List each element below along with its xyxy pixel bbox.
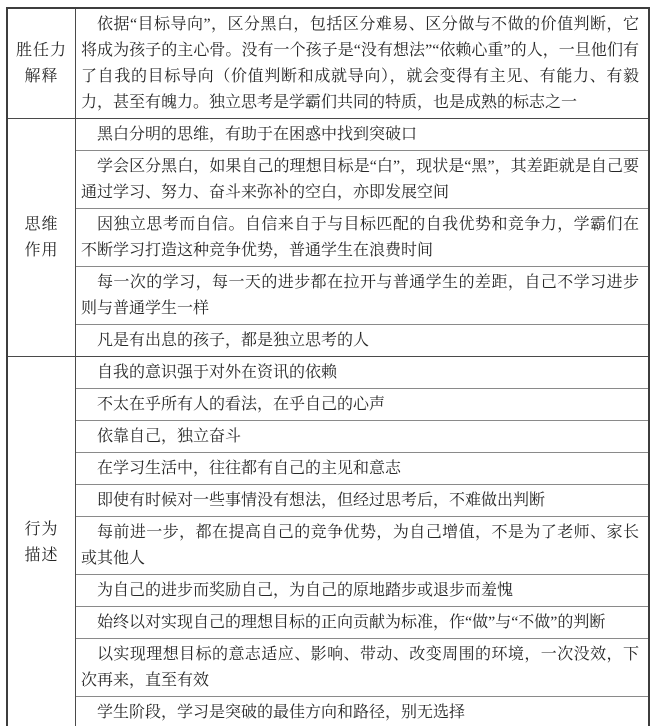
section-header-line: 胜任力 <box>15 41 67 59</box>
row-text: 为自己的进步而奖励自己，为自己的原地踏步或退步而羞愧 <box>97 581 514 599</box>
section-behavior-description <box>8 356 648 726</box>
table-row <box>76 324 648 356</box>
table-row <box>76 574 648 606</box>
section-header-line: 描述 <box>24 546 59 564</box>
row-text: 黑白分明的思维，有助于在困惑中找到突破口 <box>97 125 418 143</box>
row-text: 自我的意识强于对外在资讯的依赖 <box>97 363 338 381</box>
section-rows <box>76 357 648 726</box>
row-text: 即使有时候对一些事情没有想法，但经过思考后，不难做出判断 <box>97 491 546 509</box>
section-competency-explanation <box>8 9 648 118</box>
table-row <box>76 266 648 324</box>
section-header-behavior-description <box>8 357 76 726</box>
row-text: 依靠自己，独立奋斗 <box>97 427 242 445</box>
section-header-competency-explanation <box>8 9 76 118</box>
table-row <box>76 357 648 388</box>
row-text: 学生阶段，学习是突破的最佳方向和路径，别无选择 <box>97 703 466 721</box>
table-row <box>76 452 648 484</box>
row-text: 在学习生活中，往往都有自己的主见和意志 <box>97 459 402 477</box>
table-row <box>76 638 648 696</box>
section-header-line: 思维 <box>24 215 59 233</box>
table-row <box>76 150 648 208</box>
row-text: 学会区分黑白，如果自己的理想目标是“白”，现状是“黑”，其差距就是自己要通过学习、努力、奋斗来弥补的空白，亦即发展空间 <box>81 157 639 201</box>
table-row <box>76 516 648 574</box>
table-row <box>76 208 648 266</box>
table-row <box>76 606 648 638</box>
table-row <box>76 696 648 726</box>
row-text: 每前进一步，都在提高自己的竞争优势，为自己增值，不是为了老师、家长或其他人 <box>81 523 639 567</box>
table-row <box>76 119 648 150</box>
row-text: 每一次的学习，每一天的进步都在拉开与普通学生的差距，自己不学习进步则与普通学生一样 <box>81 273 639 317</box>
row-text: 凡是有出息的孩子，都是独立思考的人 <box>97 331 370 349</box>
table-row <box>76 388 648 420</box>
table-row <box>76 9 648 118</box>
row-text: 因独立思考而自信。自信来自于与目标匹配的自我优势和竞争力，学霸们在不断学习打造这种竞争优势，普通学生在浪费时间 <box>81 215 639 259</box>
table-row <box>76 420 648 452</box>
row-text: 以实现理想目标的意志适应、影响、带动、改变周围的环境，一次没效，下次再来，直至有效 <box>81 645 639 689</box>
section-header-line: 解释 <box>24 67 59 85</box>
row-text: 始终以对实现自己的理想目标的正向贡献为标准，作“做”与“不做”的判断 <box>97 613 606 631</box>
section-thinking-function <box>8 118 648 356</box>
section-rows <box>76 9 648 118</box>
table-row <box>76 484 648 516</box>
section-header-line: 作用 <box>24 241 59 259</box>
section-rows <box>76 119 648 356</box>
competency-table <box>6 7 650 726</box>
section-header-line: 行为 <box>24 520 59 538</box>
row-text: 依据“目标导向”，区分黑白，包括区分难易、区分做与不做的价值判断，它将成为孩子的主心骨。没有一个孩子是“没有想法”“依赖心重”的人，一旦他们有了自我的目标导向（价值判断和成就导向），就会变得有主见、有能力、有毅力，甚至有魄力。独立思考是学霸们共同的特质，也是成熟的标志之一 <box>81 15 639 111</box>
section-header-thinking-function <box>8 119 76 356</box>
row-text: 不太在乎所有人的看法，在乎自己的心声 <box>97 395 386 413</box>
